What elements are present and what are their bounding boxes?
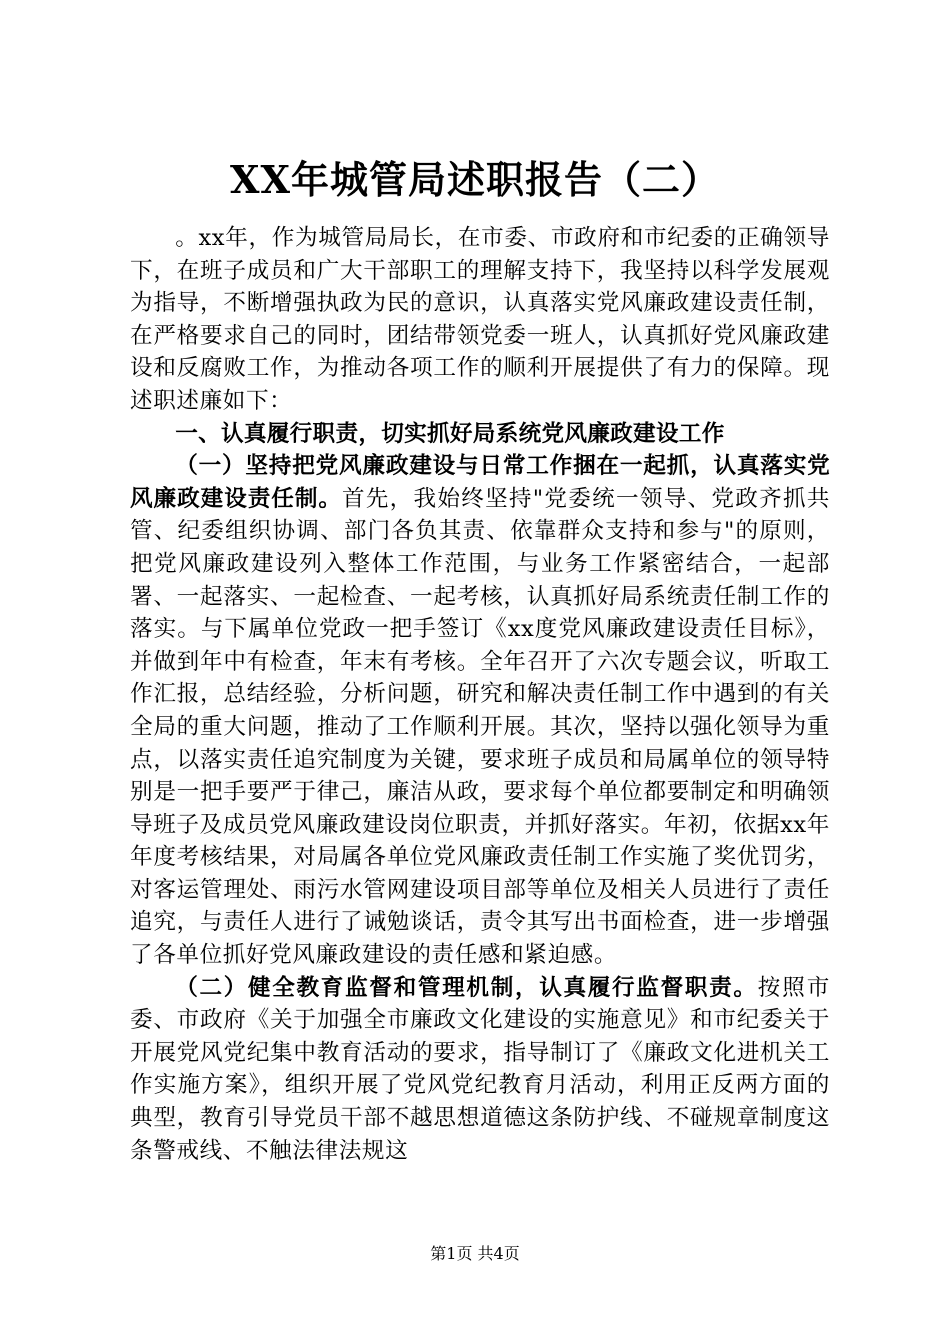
- subsection-heading-1: （一）坚持把党风廉政建设与日常工作捆在一起抓，认真落实党风廉政建设责任制。: [130, 453, 830, 512]
- document-body: [130, 222, 830, 1167]
- page-footer: 第1页 共4页: [430, 1244, 520, 1263]
- subsection-text-1: 首先，我始终坚持"党委统一领导、党政齐抓共管、纪委组织协调、部门各负其责、依靠群众支持和参与"的原则，把党风廉政建设列入整体工作范围，与业务工作紧密结合，一起部署、一起落实、一起检查、一起考核，认真抓好局系统责任制工作的落实。与下属单位党政一把手签订《xx度党风廉政建设责任目标》，并做到年中有检查，年末有考核。全年召开了六次专题会议，听取工作汇报，总结经验，分析问题，研究和解决责任制工作中遇到的有关全局的重大问题，推动了工作顺利开展。其次，坚持以强化领导为重点，以落实责任追究制度为关键，要求班子成员和局属单位的领导特别是一把手要严于律己，廉洁从政，要求每个单位都要制定和明确领导班子及成员党风廉政建设岗位职责，并抓好落实。年初，依据xx年年度考核结果，对局属各单位党风廉政责任制工作实施了奖优罚劣，对客运管理处、雨污水管网建设项目部等单位及相关人员进行了责任追究，与责任人进行了诫勉谈话，责令其写出书面检查，进一步增强了各单位抓好党风廉政建设的责任感和紧迫感。: [130, 485, 830, 969]
- intro-paragraph: 。xx年，作为城管局局长，在市委、市政府和市纪委的正确领导下，在班子成员和广大干部职工的理解支持下，我坚持以科学发展观为指导，不断增强执政为民的意识，认真落实党风廉政建设责任制，在严格要求自己的同时，团结带领党委一班人，认真抓好党风廉政建设和反腐败工作，为推动各项工作的顺利开展提供了有力的保障。现述职述廉如下：: [130, 225, 830, 414]
- subsection-text-2: 按照市委、市政府《关于加强全市廉政文化建设的实施意见》和市纪委关于开展党风党纪集中教育活动的要求，指导制订了《廉政文化进机关工作实施方案》，组织开展了党风党纪教育月活动，利用正反两方面的典型，教育引导党员干部不越思想道德这条防护线、不碰规章制度这条警戒线、不触法律法规这: [130, 974, 830, 1164]
- subsection-paragraph-1: [130, 450, 830, 972]
- document-title: XX年城管局述职报告（二）: [230, 157, 720, 202]
- subsection-paragraph-2: [130, 972, 830, 1168]
- section-heading: 一、认真履行职责，切实抓好局系统党风廉政建设工作: [175, 420, 725, 447]
- subsection-heading-2: （二）健全教育监督和管理机制，认真履行监督职责。: [175, 974, 758, 1001]
